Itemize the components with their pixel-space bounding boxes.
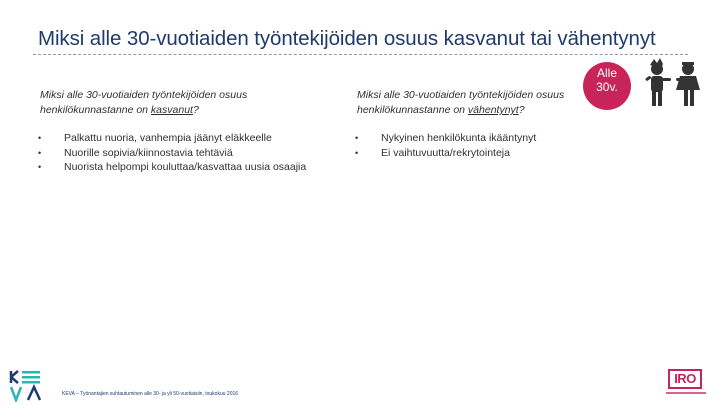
list-item: • Ei vaihtuvuutta/rekrytointeja: [357, 146, 597, 161]
list-item: • Palkattu nuoria, vanhempia jäänyt eläkkeelle: [40, 131, 320, 146]
left-column: [40, 88, 320, 175]
age-badge-line1: Alle: [596, 66, 617, 80]
left-intro-emphasis: kasvanut: [150, 104, 193, 116]
slide-title: Miksi alle 30-vuotiaiden työntekijöiden osuus kasvanut tai vähentynyt: [38, 27, 656, 50]
title-divider: [33, 54, 688, 55]
right-intro-emphasis: vähentynyt: [467, 104, 519, 116]
keva-logo: [8, 368, 54, 402]
young-people-icon: [633, 56, 708, 110]
age-badge: [583, 62, 631, 110]
right-intro: [357, 88, 597, 118]
left-bullet-list: [40, 131, 320, 175]
left-intro-suffix: ?: [192, 104, 199, 116]
iro-logo: IRO: [668, 369, 702, 389]
right-intro-suffix: ?: [518, 104, 525, 116]
footer-source-note: KEVA – Työnantajien suhtautuminen alle 30- ja yli 50-vuotiaisiin, toukokuu 2016: [62, 391, 239, 397]
iro-logo-underline: [666, 392, 706, 394]
list-item: • Nuorille sopivia/kiinnostavia tehtäviä: [40, 146, 320, 161]
right-column: [357, 88, 597, 160]
left-intro: [40, 88, 320, 118]
right-bullet-list: [357, 131, 597, 160]
age-badge-line2: 30v.: [596, 80, 618, 94]
list-item: • Nuorista helpompi kouluttaa/kasvattaa uusia osaajia: [40, 160, 320, 175]
left-intro-prefix: Miksi alle 30-vuotiaiden työntekijöiden osuus henkilökunnastanne on: [40, 89, 248, 116]
list-item: • Nykyinen henkilökunta ikääntynyt: [357, 131, 597, 146]
right-intro-prefix: Miksi alle 30-vuotiaiden työntekijöiden osuus henkilökunnastanne on: [357, 89, 565, 116]
